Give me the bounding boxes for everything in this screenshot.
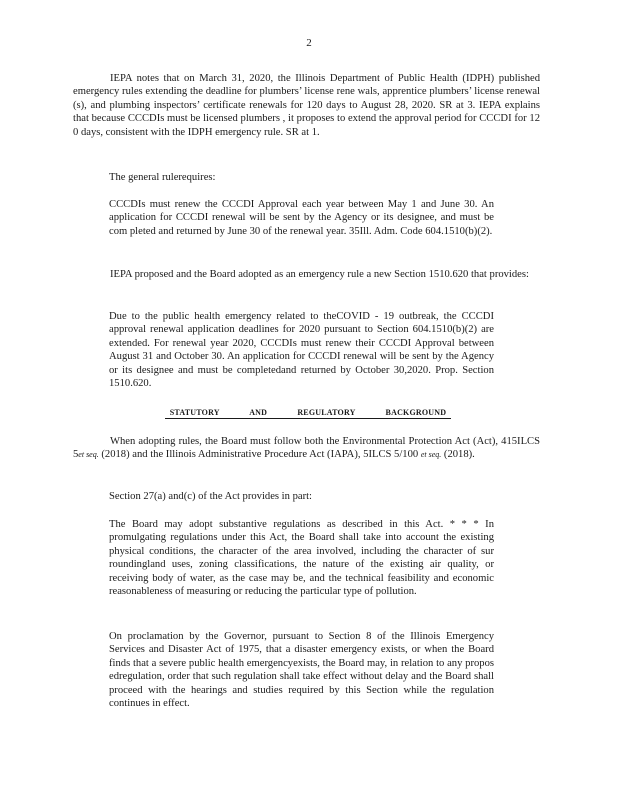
general-rule-label: The general rulerequires: — [109, 172, 216, 183]
statutory-text-c: (2018). — [441, 449, 475, 461]
section-heading: STATUTORY AND REGULATORY BACKGROUND — [165, 407, 451, 419]
quote-general-rule: CCCDIs must renew the CCCDI Approval each year between May 1 and June 30. An application for CCCDI renewal will be sent by the Agency or its designee, and must be com pleted and returned by June 30 of the renewal year. 35Ill. Adm. Code 604.1510(b)(2). — [109, 199, 494, 237]
et-seq-2: et seq. — [420, 450, 442, 460]
section27-label: Section 27(a) and(c) of the Act provides in part: — [109, 491, 312, 502]
page-number: 2 — [306, 37, 312, 49]
statutory-text-a: When adopting rules, the Board must follow both the Environmental Protection Act (Act), 415ILCS 5 — [73, 436, 540, 461]
intro-paragraph: IEPA notes that on March 31, 2020, the Illinois Department of Public Health (IDPH) published emergency rules extending the deadline for plumbers’ license rene wals, apprentice plumbers’ license renewal (s), and plumbing inspectors’ certificate renewals for 120 days to August 28, 2020. SR at 3. IEPA explains that because CCCDIs must be licensed plumbers , it proposes to extend the approval period for CCCDI for 12 0 days, consistent with the IDPH emergency rule. SR at 1. — [73, 73, 540, 138]
quote-new-section: Due to the public health emergency related to theCOVID - 19 outbreak, the CCCDI approval renewal application deadlines for 2020 pursuant to Section 604.1510(b)(2) are extended. For renewal year 2020, CCCDIs must renew their CCCDI Approval between August 31 and October 30. An application for CCCDI renewal will be sent by the Agency or its designee and must be completedand returned by October 30,2020. Prop. Section 1510.620. — [109, 311, 494, 390]
proposed-intro-paragraph: IEPA proposed and the Board adopted as an emergency rule a new Section 1510.620 that provides: — [110, 269, 529, 280]
quote-section27c: On proclamation by the Governor, pursuant to Section 8 of the Illinois Emergency Services and Disaster Act of 1975, that a disaster emergency exists, or when the Board finds that a severe public health emergencyexists, the Board may, in relation to any propos edregulation, order that such regulation shall take effect without delay and the Board shall proceed with the hearings and studies required by this Section while the regulation continues in effect. — [109, 631, 494, 710]
quote-section27a: The Board may adopt substantive regulations as described in this Act. * * * In promulgating regulations under this Act, the Board shall take into account the existing physical conditions, the character of the area involved, including the character of sur roundingland uses, zoning classifications, the nature of the existing air quality, or receiving body of water, as the case may be, and the technical feasibility and economic reasonableness of measuring or reducing the particular type of pollution. — [109, 519, 494, 598]
statutory-text-b: (2018) and the Illinois Administrative Procedure Act (IAPA), 5ILCS 5/100 — [98, 449, 421, 461]
statutory-paragraph — [73, 435, 540, 462]
et-seq-1: et seq. — [78, 450, 99, 460]
